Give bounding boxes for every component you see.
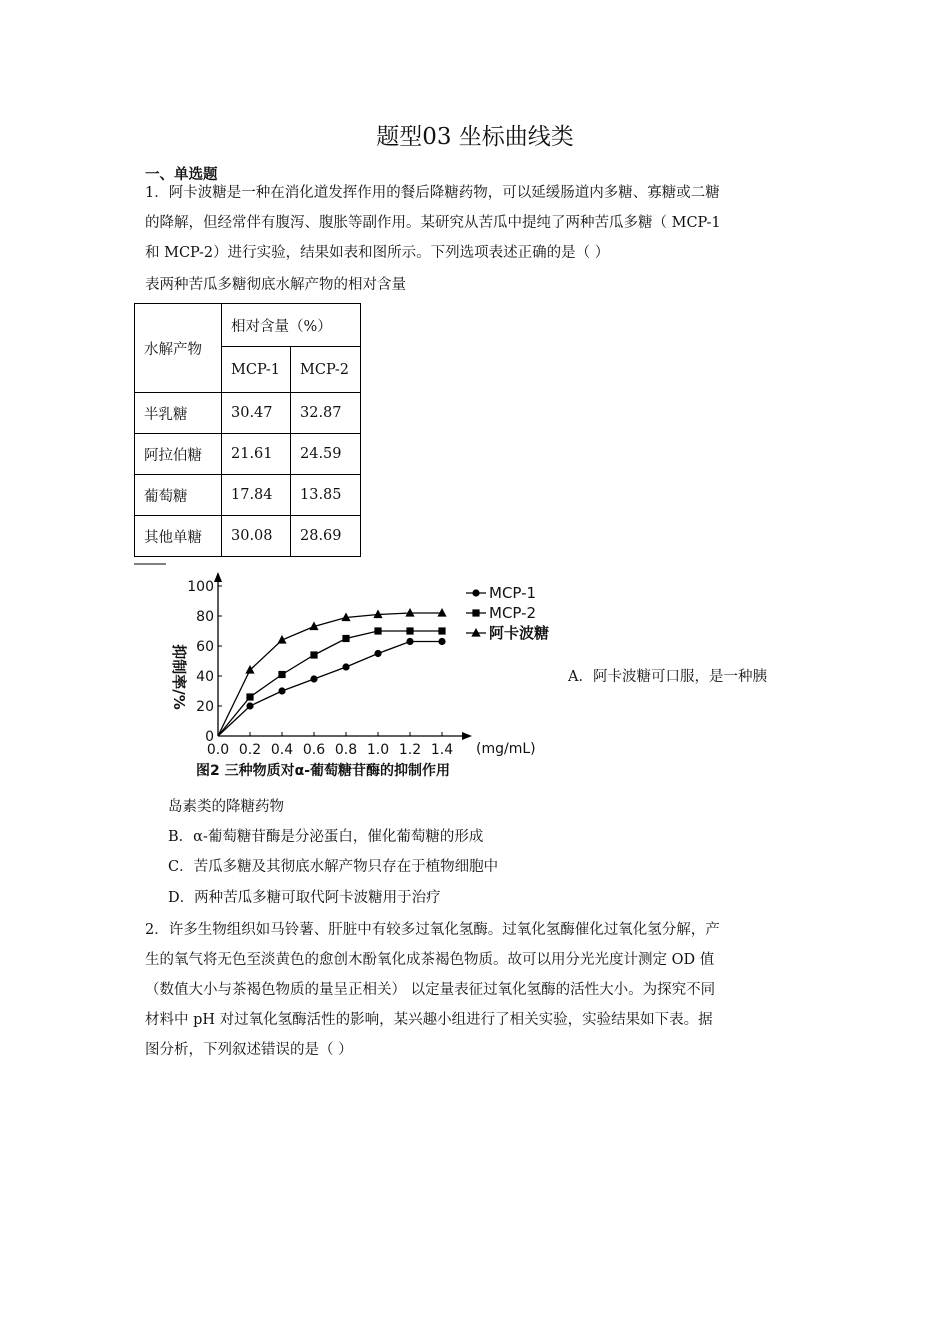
section-heading: 一、单选题 bbox=[145, 166, 218, 183]
legend-label: 阿卡波糖 bbox=[489, 624, 550, 642]
x-axis-arrow bbox=[462, 732, 472, 740]
data-point bbox=[438, 638, 445, 645]
y-tick-label: 80 bbox=[196, 609, 214, 625]
q2-line-2: 生的氧气将无色至淡黄色的愈创木酚氧化成茶褐色物质。故可以用分光光度计测定 OD 值 bbox=[145, 952, 715, 968]
data-point bbox=[246, 693, 253, 700]
x-tick-label: 0.6 bbox=[302, 742, 326, 758]
q2-line-4: 材料中 pH 对过氧化氢酶活性的影响，某兴趣小组进行了相关实验，实验结果如下表。据 bbox=[145, 1012, 713, 1028]
table-col-mcp1: MCP-1 bbox=[222, 347, 291, 393]
table-row bbox=[135, 475, 361, 516]
data-point bbox=[406, 627, 413, 634]
x-tick-label: 0.2 bbox=[238, 742, 262, 758]
data-point bbox=[278, 687, 285, 694]
data-point bbox=[374, 650, 381, 657]
chart-axes bbox=[214, 572, 472, 740]
data-point bbox=[438, 627, 445, 634]
chart-series bbox=[218, 608, 447, 736]
table-col-mcp2: MCP-2 bbox=[291, 347, 361, 393]
data-point bbox=[406, 638, 413, 645]
table-row bbox=[135, 516, 361, 557]
legend-label: MCP-1 bbox=[489, 584, 537, 602]
option-a-part1: A．阿卡波糖可口服，是一种胰 bbox=[568, 669, 767, 685]
option-c: C．苦瓜多糖及其彻底水解产物只存在于植物细胞中 bbox=[168, 859, 499, 875]
x-tick-label: 0.0 bbox=[206, 742, 230, 758]
table-group-header: 相对含量（%） bbox=[222, 304, 361, 347]
table-cell: 30.08 bbox=[222, 516, 291, 557]
chart-legend bbox=[466, 584, 549, 642]
table-cell: 葡萄糖 bbox=[135, 475, 222, 516]
q2-line-5: 图分析，下列叙述错误的是（ ） bbox=[145, 1042, 353, 1058]
table-cell: 30.47 bbox=[222, 393, 291, 434]
table-cell: 28.69 bbox=[291, 516, 361, 557]
y-tick-label: 40 bbox=[196, 669, 214, 685]
legend-marker bbox=[472, 589, 479, 596]
q1-line-2: 的降解，但经常伴有腹泻、腹胀等副作用。某研究从苦瓜中提纯了两种苦瓜多糖（ MCP-1 bbox=[145, 215, 721, 231]
table-cell: 半乳糖 bbox=[135, 393, 222, 434]
data-point bbox=[246, 702, 253, 709]
q1-line-1: 1．阿卡波糖是一种在消化道发挥作用的餐后降糖药物，可以延缓肠道内多糖、寡糖或二糖 bbox=[145, 185, 720, 201]
table-row bbox=[135, 434, 361, 475]
table-cell: 13.85 bbox=[291, 475, 361, 516]
table-caption: 表两种苦瓜多糖彻底水解产物的相对含量 bbox=[145, 277, 406, 293]
y-tick-label: 0 bbox=[205, 729, 214, 745]
table-cell: 17.84 bbox=[222, 475, 291, 516]
y-tick-label: 100 bbox=[187, 579, 214, 595]
option-d: D．两种苦瓜多糖可取代阿卡波糖用于治疗 bbox=[168, 890, 441, 906]
y-tick-label: 20 bbox=[196, 699, 214, 715]
data-point bbox=[437, 608, 446, 617]
inhibition-chart bbox=[134, 562, 564, 787]
table-cell: 其他单糖 bbox=[135, 516, 222, 557]
x-tick-label: 1.2 bbox=[398, 742, 422, 758]
y-axis-label: 抑制率/% bbox=[170, 644, 188, 710]
data-point bbox=[310, 675, 317, 682]
data-point bbox=[278, 671, 285, 678]
x-axis-unit: (mg/mL) bbox=[476, 741, 536, 757]
x-tick-label: 1.4 bbox=[430, 742, 454, 758]
series-line-circle bbox=[218, 642, 442, 737]
table-row bbox=[135, 393, 361, 434]
q2-line-1: 2．许多生物组织如马铃薯、肝脏中有较多过氧化氢酶。过氧化氢酶催化过氧化氢分解，产 bbox=[145, 922, 720, 938]
table-cell: 32.87 bbox=[291, 393, 361, 434]
data-point bbox=[342, 663, 349, 670]
x-tick-label: 0.4 bbox=[270, 742, 294, 758]
y-axis-arrow bbox=[214, 572, 222, 582]
table-cell: 阿拉伯糖 bbox=[135, 434, 222, 475]
data-point bbox=[342, 635, 349, 642]
page-title: 题型03 坐标曲线类 bbox=[376, 124, 574, 150]
legend-marker bbox=[471, 628, 480, 637]
option-a-part2: 岛素类的降糖药物 bbox=[168, 799, 284, 815]
chart-ticks bbox=[187, 579, 453, 758]
table-cell: 21.61 bbox=[222, 434, 291, 475]
table-cell: 24.59 bbox=[291, 434, 361, 475]
data-point bbox=[405, 608, 414, 617]
hydrolysis-table bbox=[134, 303, 361, 557]
table-row-header: 水解产物 bbox=[135, 304, 222, 393]
chart-title: 图2 三种物质对α-葡萄糖苷酶的抑制作用 bbox=[196, 763, 451, 779]
data-point bbox=[374, 627, 381, 634]
series-line-square bbox=[218, 631, 442, 736]
legend-marker bbox=[472, 609, 479, 616]
q2-line-3: （数值大小与茶褐色物质的量呈正相关） 以定量表征过氧化氢酶的活性大小。为探究不同 bbox=[145, 982, 716, 998]
option-b: B．α-葡萄糖苷酶是分泌蛋白，催化葡萄糖的形成 bbox=[168, 829, 484, 845]
x-tick-label: 1.0 bbox=[366, 742, 390, 758]
legend-label: MCP-2 bbox=[489, 604, 537, 622]
q1-line-3: 和 MCP-2）进行实验，结果如表和图所示。下列选项表述正确的是（ ） bbox=[145, 245, 610, 261]
y-tick-label: 60 bbox=[196, 639, 214, 655]
x-tick-label: 0.8 bbox=[334, 742, 358, 758]
data-point bbox=[310, 651, 317, 658]
